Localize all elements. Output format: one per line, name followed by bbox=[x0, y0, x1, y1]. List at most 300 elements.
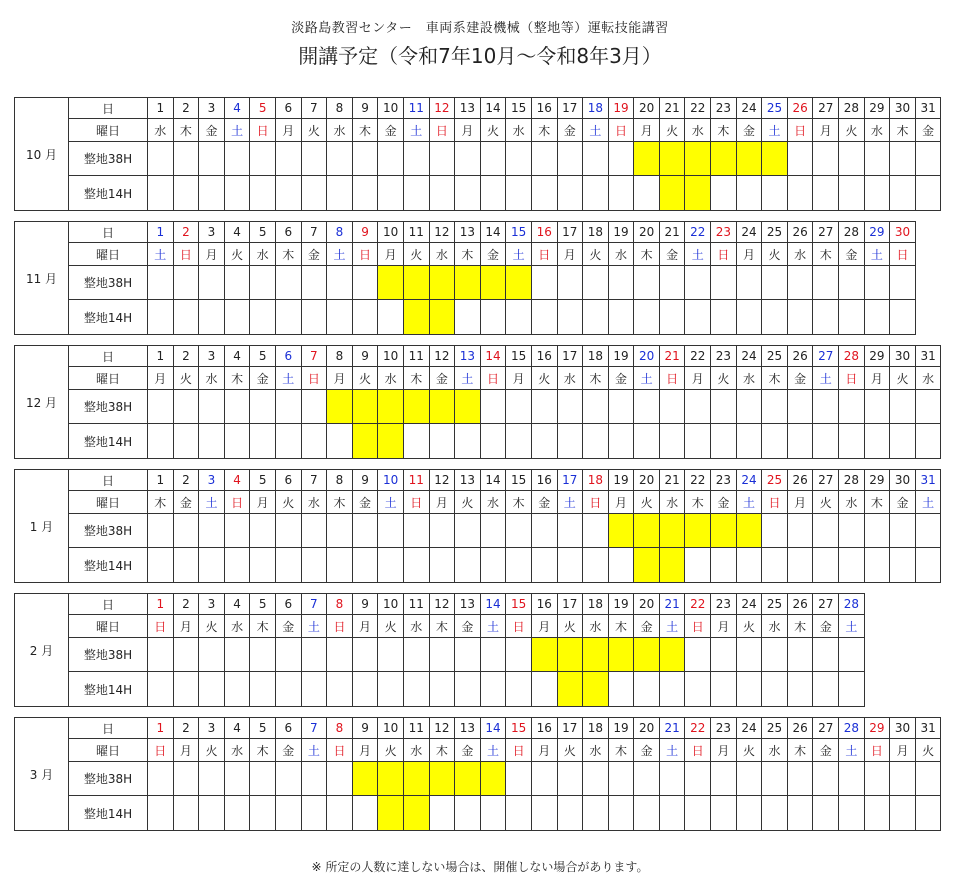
schedule-cell bbox=[634, 266, 660, 300]
weekday-cell: 日 bbox=[864, 739, 890, 762]
schedule-cell bbox=[224, 390, 250, 424]
month-table bbox=[14, 221, 941, 335]
schedule-cell bbox=[455, 672, 481, 707]
day-number-cell: 13 bbox=[455, 470, 481, 491]
page-title: 開講予定（令和7年10月～令和8年3月） bbox=[298, 44, 662, 68]
schedule-cell bbox=[301, 638, 327, 672]
day-number-cell: 4 bbox=[224, 718, 250, 739]
weekday-cell: 土 bbox=[813, 367, 839, 390]
day-number-cell: 21 bbox=[659, 594, 685, 615]
weekday-cell: 金 bbox=[275, 615, 301, 638]
weekday-cell: 水 bbox=[659, 491, 685, 514]
weekday-cell: 土 bbox=[378, 491, 404, 514]
empty-cell bbox=[915, 638, 941, 672]
schedule-cell bbox=[608, 142, 634, 176]
day-number-cell: 21 bbox=[659, 222, 685, 243]
schedule-cell bbox=[762, 514, 788, 548]
schedule-cell bbox=[173, 548, 199, 583]
weekday-cell: 日 bbox=[608, 119, 634, 142]
day-number-cell: 14 bbox=[480, 718, 506, 739]
weekday-cell: 月 bbox=[250, 491, 276, 514]
scheduled-day-cell bbox=[378, 424, 404, 459]
schedule-cell bbox=[583, 176, 609, 211]
weekday-cell: 土 bbox=[736, 491, 762, 514]
schedule-cell bbox=[634, 390, 660, 424]
schedule-cell bbox=[890, 390, 916, 424]
day-number-cell: 19 bbox=[608, 222, 634, 243]
schedule-cell bbox=[711, 424, 737, 459]
day-number-cell: 10 bbox=[378, 346, 404, 367]
weekday-cell: 日 bbox=[685, 739, 711, 762]
day-number-cell: 1 bbox=[148, 594, 174, 615]
day-number-cell: 9 bbox=[352, 222, 378, 243]
day-number-cell: 18 bbox=[583, 470, 609, 491]
schedule-cell bbox=[429, 176, 455, 211]
schedule-cell bbox=[327, 266, 353, 300]
schedule-cell bbox=[787, 266, 813, 300]
day-number-cell: 2 bbox=[173, 594, 199, 615]
day-number-cell: 6 bbox=[275, 346, 301, 367]
weekday-cell: 木 bbox=[762, 367, 788, 390]
weekday-cell: 木 bbox=[327, 491, 353, 514]
weekday-cell: 水 bbox=[148, 119, 174, 142]
schedule-cell bbox=[915, 390, 941, 424]
row-label-day: 日 bbox=[69, 222, 148, 243]
schedule-cell bbox=[813, 266, 839, 300]
course38-row bbox=[15, 638, 941, 672]
schedule-cell bbox=[455, 176, 481, 211]
weekday-cell: 月 bbox=[711, 739, 737, 762]
day-number-cell: 14 bbox=[480, 470, 506, 491]
day-number-cell: 24 bbox=[736, 98, 762, 119]
schedule-cell bbox=[403, 638, 429, 672]
schedule-cell bbox=[736, 390, 762, 424]
schedule-cell bbox=[275, 762, 301, 796]
day-number-cell: 3 bbox=[199, 346, 225, 367]
day-number-cell: 11 bbox=[403, 222, 429, 243]
day-number-cell: 17 bbox=[557, 98, 583, 119]
weekday-cell: 火 bbox=[736, 739, 762, 762]
schedule-cell bbox=[327, 672, 353, 707]
schedule-cell bbox=[250, 796, 276, 831]
day-number-cell: 15 bbox=[506, 718, 532, 739]
schedule-cell bbox=[711, 672, 737, 707]
schedule-cell bbox=[557, 300, 583, 335]
schedule-cell bbox=[813, 672, 839, 707]
day-number-cell: 29 bbox=[864, 346, 890, 367]
schedule-cell bbox=[583, 142, 609, 176]
day-number-cell: 26 bbox=[787, 594, 813, 615]
weekday-cell: 木 bbox=[608, 739, 634, 762]
weekday-cell: 水 bbox=[557, 367, 583, 390]
weekday-cell: 水 bbox=[224, 615, 250, 638]
row-label-course14: 整地14H bbox=[69, 672, 148, 707]
schedule-cell bbox=[583, 762, 609, 796]
schedule-cell bbox=[557, 796, 583, 831]
weekday-cell: 水 bbox=[685, 119, 711, 142]
day-number-cell: 24 bbox=[736, 346, 762, 367]
day-number-cell: 24 bbox=[736, 718, 762, 739]
weekday-cell: 月 bbox=[327, 367, 353, 390]
day-number-cell: 5 bbox=[250, 470, 276, 491]
schedule-cell bbox=[480, 176, 506, 211]
weekday-cell: 火 bbox=[224, 243, 250, 266]
scheduled-day-cell bbox=[659, 638, 685, 672]
day-number-cell: 27 bbox=[813, 98, 839, 119]
weekday-cell: 月 bbox=[352, 739, 378, 762]
schedule-cell bbox=[531, 514, 557, 548]
schedule-cell bbox=[864, 796, 890, 831]
schedule-cell bbox=[455, 548, 481, 583]
schedule-cell bbox=[199, 176, 225, 211]
weekday-cell: 日 bbox=[685, 615, 711, 638]
scheduled-day-cell bbox=[685, 176, 711, 211]
scheduled-day-cell bbox=[378, 796, 404, 831]
schedule-cell bbox=[608, 672, 634, 707]
month-table bbox=[14, 717, 941, 831]
schedule-cell bbox=[711, 548, 737, 583]
scheduled-day-cell bbox=[429, 300, 455, 335]
schedule-cell bbox=[378, 638, 404, 672]
schedule-cell bbox=[199, 762, 225, 796]
weekday-cell: 木 bbox=[787, 615, 813, 638]
day-number-cell: 20 bbox=[634, 470, 660, 491]
scheduled-day-cell bbox=[455, 390, 481, 424]
schedule-cell bbox=[455, 424, 481, 459]
weekday-cell: 水 bbox=[429, 243, 455, 266]
day-number-cell: 15 bbox=[506, 470, 532, 491]
scheduled-day-cell bbox=[429, 762, 455, 796]
schedule-cell bbox=[148, 300, 174, 335]
day-number-cell: 6 bbox=[275, 718, 301, 739]
weekday-cell: 月 bbox=[173, 739, 199, 762]
schedule-cell bbox=[403, 548, 429, 583]
weekday-cell: 火 bbox=[378, 739, 404, 762]
day-number-cell: 25 bbox=[762, 222, 788, 243]
schedule-cell bbox=[864, 762, 890, 796]
day-number-cell: 7 bbox=[301, 222, 327, 243]
schedule-cell bbox=[506, 796, 532, 831]
day-number-cell: 8 bbox=[327, 594, 353, 615]
schedule-cell bbox=[762, 638, 788, 672]
schedule-cell bbox=[915, 548, 941, 583]
schedule-cell bbox=[813, 300, 839, 335]
schedule-cell bbox=[352, 548, 378, 583]
schedule-cell bbox=[352, 142, 378, 176]
schedule-cell bbox=[224, 176, 250, 211]
day-number-cell: 1 bbox=[148, 718, 174, 739]
weekday-cell: 月 bbox=[378, 243, 404, 266]
day-number-cell: 3 bbox=[199, 98, 225, 119]
schedule-cell bbox=[275, 672, 301, 707]
schedule-cell bbox=[608, 548, 634, 583]
schedule-cell bbox=[250, 390, 276, 424]
schedule-cell bbox=[762, 762, 788, 796]
weekday-cell: 水 bbox=[608, 243, 634, 266]
day-number-cell: 30 bbox=[890, 222, 916, 243]
day-number-cell: 5 bbox=[250, 718, 276, 739]
scheduled-day-cell bbox=[378, 390, 404, 424]
row-label-course14: 整地14H bbox=[69, 796, 148, 831]
scheduled-day-cell bbox=[762, 142, 788, 176]
schedule-cell bbox=[173, 266, 199, 300]
day-number-cell: 23 bbox=[711, 718, 737, 739]
schedule-cell bbox=[813, 176, 839, 211]
row-label-day: 日 bbox=[69, 718, 148, 739]
weekday-cell: 金 bbox=[787, 367, 813, 390]
scheduled-day-cell bbox=[455, 266, 481, 300]
scheduled-day-cell bbox=[352, 424, 378, 459]
schedule-cell bbox=[506, 176, 532, 211]
day-number-cell: 2 bbox=[173, 470, 199, 491]
schedule-cell bbox=[736, 424, 762, 459]
schedule-cell bbox=[659, 424, 685, 459]
weekday-cell: 水 bbox=[583, 615, 609, 638]
weekday-cell: 土 bbox=[506, 243, 532, 266]
row-label-weekday: 曜日 bbox=[69, 367, 148, 390]
weekday-cell: 日 bbox=[327, 739, 353, 762]
course38-row bbox=[15, 142, 941, 176]
schedule-cell bbox=[327, 300, 353, 335]
schedule-cell bbox=[711, 796, 737, 831]
schedule-cell bbox=[352, 796, 378, 831]
schedule-cell bbox=[173, 142, 199, 176]
schedule-cell bbox=[199, 548, 225, 583]
day-number-cell: 17 bbox=[557, 594, 583, 615]
weekday-cell: 日 bbox=[890, 243, 916, 266]
empty-cell bbox=[915, 266, 941, 300]
weekday-cell: 土 bbox=[455, 367, 481, 390]
day-number-cell: 20 bbox=[634, 346, 660, 367]
weekday-cell: 金 bbox=[813, 615, 839, 638]
schedule-cell bbox=[557, 390, 583, 424]
schedule-cell bbox=[915, 142, 941, 176]
schedule-cell bbox=[301, 390, 327, 424]
schedule-cell bbox=[787, 638, 813, 672]
day-number-cell: 22 bbox=[685, 594, 711, 615]
weekday-cell: 日 bbox=[148, 739, 174, 762]
schedule-cell bbox=[736, 672, 762, 707]
day-number-cell: 4 bbox=[224, 222, 250, 243]
day-number-cell: 15 bbox=[506, 98, 532, 119]
day-number-cell: 5 bbox=[250, 594, 276, 615]
schedule-cell bbox=[327, 796, 353, 831]
weekday-cell: 月 bbox=[890, 739, 916, 762]
schedule-cell bbox=[148, 762, 174, 796]
day-number-cell: 10 bbox=[378, 470, 404, 491]
schedule-cell bbox=[659, 672, 685, 707]
schedule-cell bbox=[250, 672, 276, 707]
schedule-cell bbox=[608, 300, 634, 335]
weekday-cell: 月 bbox=[275, 119, 301, 142]
day-row bbox=[15, 346, 941, 367]
day-number-cell: 28 bbox=[839, 594, 865, 615]
weekday-cell: 日 bbox=[787, 119, 813, 142]
course38-row bbox=[15, 762, 941, 796]
weekday-cell: 土 bbox=[301, 739, 327, 762]
schedule-cell bbox=[685, 796, 711, 831]
day-number-cell: 26 bbox=[787, 470, 813, 491]
month-table bbox=[14, 345, 941, 459]
schedule-cell bbox=[148, 548, 174, 583]
weekday-cell: 月 bbox=[455, 119, 481, 142]
schedule-cell bbox=[224, 424, 250, 459]
day-number-cell: 14 bbox=[480, 222, 506, 243]
schedule-cell bbox=[557, 514, 583, 548]
schedule-cell bbox=[839, 762, 865, 796]
weekday-cell: 土 bbox=[224, 119, 250, 142]
scheduled-day-cell bbox=[583, 672, 609, 707]
weekday-cell: 火 bbox=[736, 615, 762, 638]
day-number-cell: 7 bbox=[301, 718, 327, 739]
weekday-cell: 金 bbox=[378, 119, 404, 142]
day-number-cell: 17 bbox=[557, 346, 583, 367]
weekday-cell: 木 bbox=[506, 491, 532, 514]
day-number-cell: 1 bbox=[148, 222, 174, 243]
schedule-cell bbox=[148, 672, 174, 707]
schedule-cell bbox=[173, 176, 199, 211]
schedule-cell bbox=[762, 796, 788, 831]
weekday-cell: 水 bbox=[762, 615, 788, 638]
day-number-cell: 22 bbox=[685, 222, 711, 243]
weekday-cell: 土 bbox=[148, 243, 174, 266]
weekday-cell: 土 bbox=[403, 119, 429, 142]
day-number-cell: 22 bbox=[685, 346, 711, 367]
weekday-cell: 水 bbox=[199, 367, 225, 390]
weekday-cell: 日 bbox=[506, 739, 532, 762]
scheduled-day-cell bbox=[506, 266, 532, 300]
schedule-cell bbox=[685, 424, 711, 459]
schedule-cell bbox=[736, 796, 762, 831]
schedule-cell bbox=[455, 514, 481, 548]
schedule-cell bbox=[839, 390, 865, 424]
day-number-cell: 18 bbox=[583, 98, 609, 119]
schedule-cell bbox=[506, 390, 532, 424]
day-number-cell: 17 bbox=[557, 470, 583, 491]
course14-row bbox=[15, 548, 941, 583]
day-number-cell: 6 bbox=[275, 470, 301, 491]
schedule-cell bbox=[327, 514, 353, 548]
schedule-cell bbox=[455, 142, 481, 176]
schedule-cell bbox=[378, 672, 404, 707]
schedule-cell bbox=[890, 514, 916, 548]
schedule-cell bbox=[480, 796, 506, 831]
weekday-cell: 土 bbox=[659, 615, 685, 638]
day-number-cell: 30 bbox=[890, 718, 916, 739]
day-number-cell: 31 bbox=[915, 718, 941, 739]
schedule-cell bbox=[634, 672, 660, 707]
row-label-course38: 整地38H bbox=[69, 142, 148, 176]
schedule-cell bbox=[224, 762, 250, 796]
weekday-cell: 火 bbox=[352, 367, 378, 390]
empty-cell bbox=[915, 615, 941, 638]
weekday-cell: 木 bbox=[148, 491, 174, 514]
weekday-cell: 金 bbox=[634, 615, 660, 638]
day-number-cell: 24 bbox=[736, 222, 762, 243]
row-label-course14: 整地14H bbox=[69, 548, 148, 583]
schedule-cell bbox=[275, 390, 301, 424]
schedule-cell bbox=[531, 266, 557, 300]
weekday-cell: 金 bbox=[250, 367, 276, 390]
scheduled-day-cell bbox=[403, 266, 429, 300]
schedule-cell bbox=[275, 424, 301, 459]
schedule-cell bbox=[839, 300, 865, 335]
schedule-cell bbox=[301, 514, 327, 548]
scheduled-day-cell bbox=[711, 514, 737, 548]
schedule-cell bbox=[762, 548, 788, 583]
schedule-cell bbox=[148, 266, 174, 300]
schedule-cell bbox=[199, 300, 225, 335]
schedule-cell bbox=[531, 548, 557, 583]
day-number-cell: 13 bbox=[455, 594, 481, 615]
weekday-cell: 木 bbox=[429, 739, 455, 762]
weekday-cell: 木 bbox=[608, 615, 634, 638]
weekday-cell: 土 bbox=[199, 491, 225, 514]
day-number-cell: 19 bbox=[608, 470, 634, 491]
row-label-weekday: 曜日 bbox=[69, 615, 148, 638]
row-label-course38: 整地38H bbox=[69, 514, 148, 548]
schedule-cell bbox=[762, 266, 788, 300]
schedule-cell bbox=[531, 762, 557, 796]
month-label: 12 月 bbox=[15, 346, 69, 459]
day-number-cell: 27 bbox=[813, 470, 839, 491]
day-number-cell: 4 bbox=[224, 470, 250, 491]
scheduled-day-cell bbox=[378, 762, 404, 796]
schedule-cell bbox=[736, 176, 762, 211]
weekday-cell: 日 bbox=[480, 367, 506, 390]
schedule-cell bbox=[250, 142, 276, 176]
schedule-cell bbox=[634, 176, 660, 211]
weekday-cell: 木 bbox=[275, 243, 301, 266]
day-number-cell: 27 bbox=[813, 222, 839, 243]
schedule-cell bbox=[685, 672, 711, 707]
weekday-cell: 月 bbox=[608, 491, 634, 514]
weekday-cell: 木 bbox=[813, 243, 839, 266]
schedule-cell bbox=[250, 266, 276, 300]
weekday-cell: 日 bbox=[583, 491, 609, 514]
weekday-cell: 水 bbox=[762, 739, 788, 762]
weekday-cell: 月 bbox=[173, 615, 199, 638]
schedule-cell bbox=[275, 176, 301, 211]
day-number-cell: 11 bbox=[403, 98, 429, 119]
schedule-cell bbox=[736, 548, 762, 583]
schedule-cell bbox=[711, 266, 737, 300]
weekday-cell: 土 bbox=[685, 243, 711, 266]
weekday-cell: 火 bbox=[378, 615, 404, 638]
day-number-cell: 12 bbox=[429, 98, 455, 119]
schedule-cell bbox=[403, 176, 429, 211]
schedule-cell bbox=[148, 514, 174, 548]
schedule-cell bbox=[480, 548, 506, 583]
schedule-cell bbox=[327, 142, 353, 176]
month-label: 11 月 bbox=[15, 222, 69, 335]
schedule-cell bbox=[890, 266, 916, 300]
schedule-cell bbox=[839, 424, 865, 459]
schedule-cell bbox=[275, 300, 301, 335]
weekday-cell: 水 bbox=[378, 367, 404, 390]
empty-cell bbox=[915, 594, 941, 615]
schedule-cell bbox=[352, 672, 378, 707]
schedule-cell bbox=[531, 424, 557, 459]
schedule-cell bbox=[711, 390, 737, 424]
day-number-cell: 23 bbox=[711, 98, 737, 119]
schedule-cell bbox=[583, 424, 609, 459]
schedule-cell bbox=[864, 266, 890, 300]
weekday-row bbox=[15, 367, 941, 390]
weekday-cell: 水 bbox=[736, 367, 762, 390]
schedule-cell bbox=[173, 514, 199, 548]
day-number-cell: 7 bbox=[301, 594, 327, 615]
